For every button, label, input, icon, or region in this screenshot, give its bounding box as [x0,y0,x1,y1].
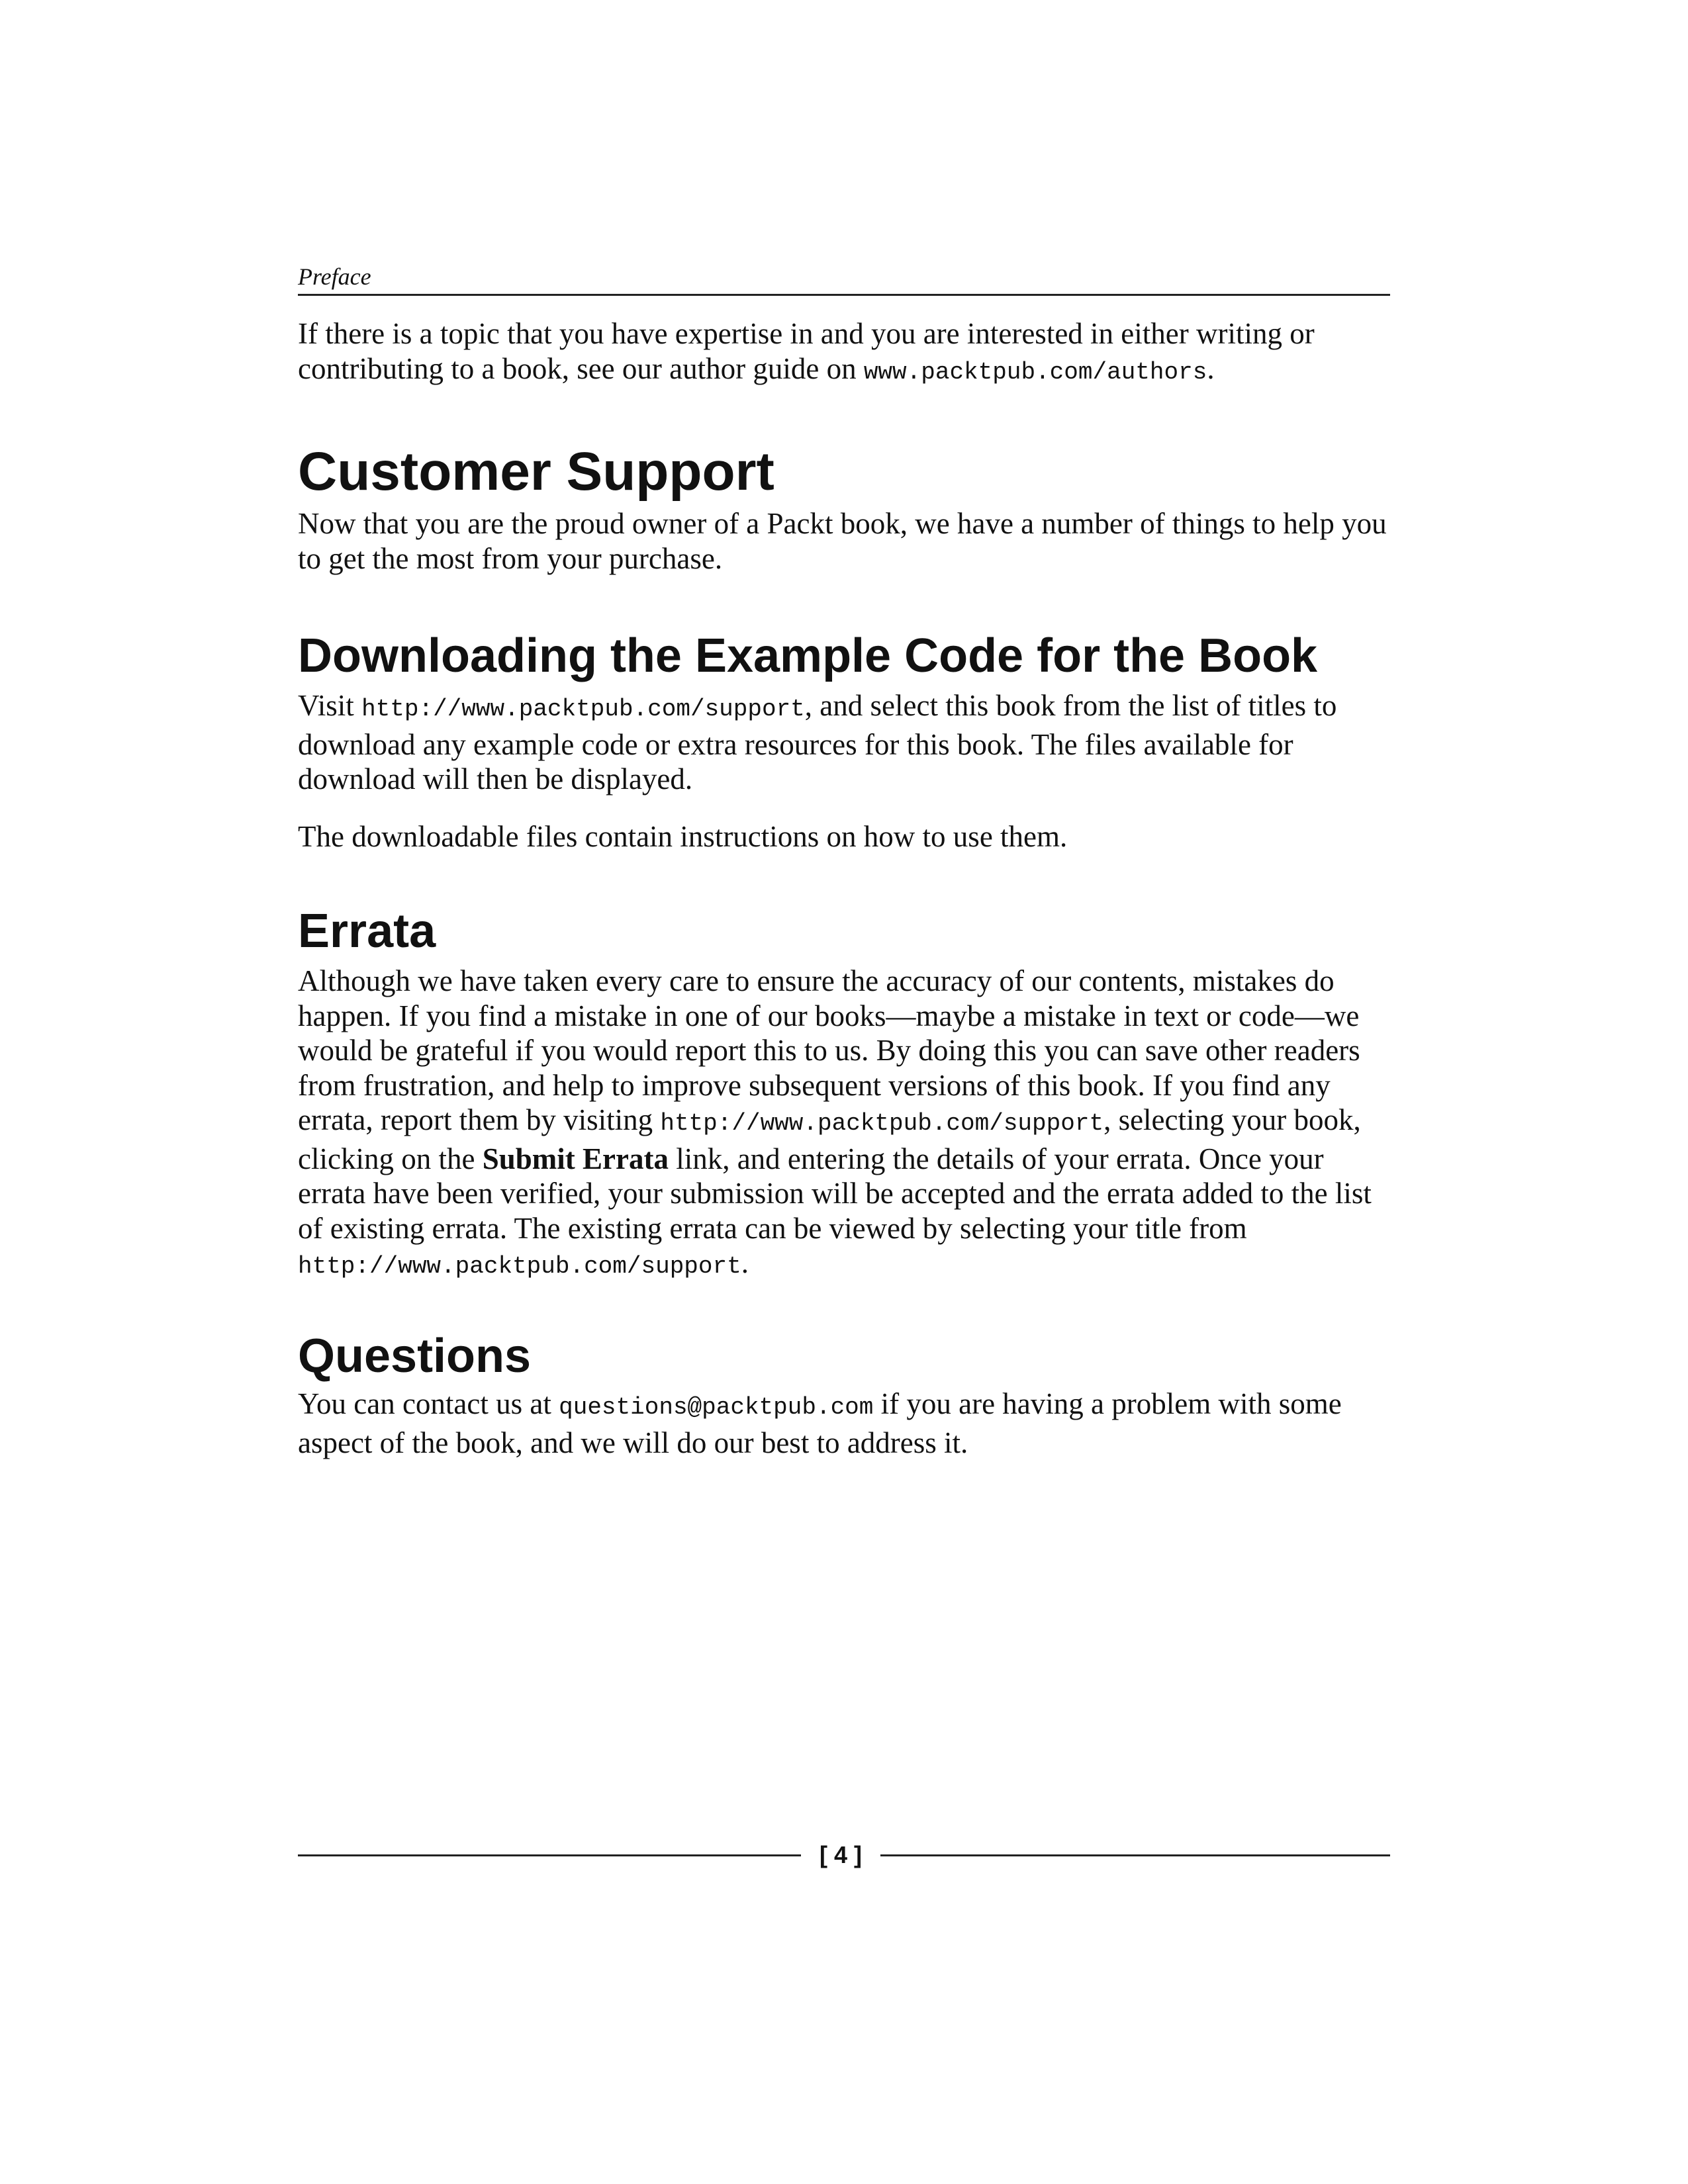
downloading-paragraph-2: The downloadable files contain instructions on how to use them. [298,820,1068,853]
questions-email[interactable]: questions@packtpub.com [559,1394,874,1421]
downloading-text-2: , and select this book from the list of titles to download any example code or extra resources for this book. The files available for download will then be displayed. [298,689,1337,796]
footer-rule-left [298,1854,801,1856]
intro-text-1: If there is a topic that you have expertise in and you are interested in either writing or contributing to a book, see our author guide on [298,317,1315,385]
downloading-text-1: Visit [298,689,362,722]
customer-support-paragraph: Now that you are the proud owner of a Packt book, we have a number of things to help you to get the most from your purchase. [298,507,1387,575]
questions-heading: Questions [298,1330,532,1383]
errata-paragraph [298,964,1390,1285]
intro-paragraph [298,316,1390,390]
errata-text-2: , selecting your book, clicking on the [298,1103,1361,1175]
errata-text-4: . [741,1246,749,1279]
intro-text-2: . [1207,351,1215,385]
footer-rule-right [880,1854,1390,1856]
errata-support-url-1[interactable]: http://www.packtpub.com/support [660,1110,1104,1137]
customer-support-heading: Customer Support [298,441,774,502]
errata-text-3: link, and entering the details of your errata. Once your errata have been verified, your submission will be accepted and the errata added to the list of existing errata. The existing errata can be viewed by selecting your title from [298,1142,1372,1245]
support-url[interactable]: http://www.packtpub.com/support [361,696,805,723]
questions-text-1: You can contact us at [298,1387,559,1420]
running-head: Preface [298,262,1390,296]
authors-url[interactable]: www.packtpub.com/authors [863,358,1207,386]
downloading-heading: Downloading the Example Code for the Book [298,629,1318,682]
downloading-paragraph-1 [298,688,1390,797]
page-footer [298,1839,1390,1872]
questions-text-2: if you are having a problem with some aspect of the book, and we will do our best to address it. [298,1387,1342,1459]
page-number: [ 4 ] [819,1841,862,1868]
errata-support-url-2[interactable]: http://www.packtpub.com/support [298,1253,741,1280]
errata-heading: Errata [298,905,436,958]
errata-text-1: Although we have taken every care to ensure the accuracy of our contents, mistakes do happen. If you find a mistake in one of our books—maybe a mistake in text or code—we would be grateful if you would report this to us. By doing this you can save other readers from frustration, and help to improve subsequent versions of this book. If you find any errata, report them by visiting [298,964,1360,1136]
submit-errata-link-label: Submit Errata [482,1142,669,1175]
questions-paragraph [298,1387,1390,1460]
